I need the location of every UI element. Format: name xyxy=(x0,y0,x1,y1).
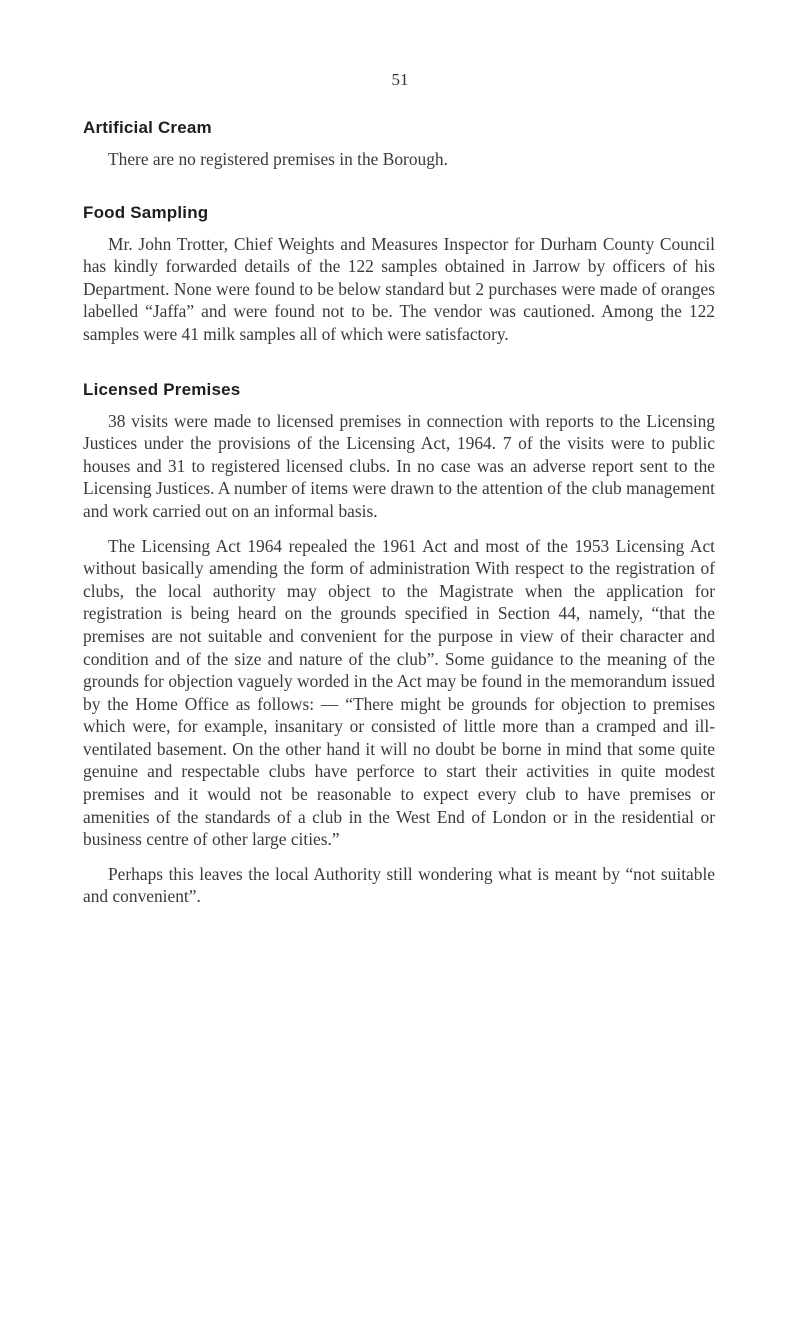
paragraph: The Licensing Act 1964 repealed the 1961 Act and most of the 1953 Licensing Act without basically amending the form of administration With respect to the registration of clubs, the local authority may object to the Magistrate when the application for registration is being heard on the grounds specified in Section 44, namely, “that the premises are not suitable and convenient for the purpose in view of their character and condition and of the size and nature of the club”. Some guidance to the meaning of the grounds for objection vaguely worded in the Act may be found in the memorandum issued by the Home Office as follows: — “There might be grounds for objection to premises which were, for example, insanitary or consisted of little more than a cramped and ill-ventilated basement. On the other hand it will no doubt be borne in mind that some quite genuine and respectable clubs have perforce to start their activities in quite modest premises and it would not be reasonable to expect every club to have premises or amenities of the standards of a club in the West End of London or in the residential or business centre of other large cities.” xyxy=(83,535,715,850)
paragraph: Mr. John Trotter, Chief Weights and Measures Inspector for Durham County Council has kindly forwarded details of the 122 samples obtained in Jarrow by officers of his Department. None were found to be below standard but 2 purchases were made of oranges labelled “Jaffa” and were found not to be. The vendor was cautioned. Among the 122 samples were 41 milk samples all of which were satisfactory. xyxy=(83,233,715,344)
paragraph: Perhaps this leaves the local Authority still wondering what is meant by “not suitable and convenient”. xyxy=(83,863,715,907)
section-heading: Food Sampling xyxy=(83,202,209,222)
paragraph: There are no registered premises in the Borough. xyxy=(108,149,448,169)
paragraph: 38 visits were made to licensed premises in connection with reports to the Licensing Justices under the provisions of the Licensing Act, 1964. 7 of the visits were to public houses and 31 to registered licensed clubs. In no case was an adverse report sent to the Licensing Justices. A number of items were drawn to the attention of the club management and work carried out on an informal basis. xyxy=(83,410,715,521)
page-number: 51 xyxy=(391,70,409,89)
section-food-sampling xyxy=(83,203,715,346)
section-heading: Artificial Cream xyxy=(83,118,212,137)
section-heading: Licensed Premises xyxy=(83,379,241,399)
page-content xyxy=(83,118,715,941)
section-licensed-premises xyxy=(83,380,715,908)
section-artificial-cream xyxy=(83,118,715,171)
